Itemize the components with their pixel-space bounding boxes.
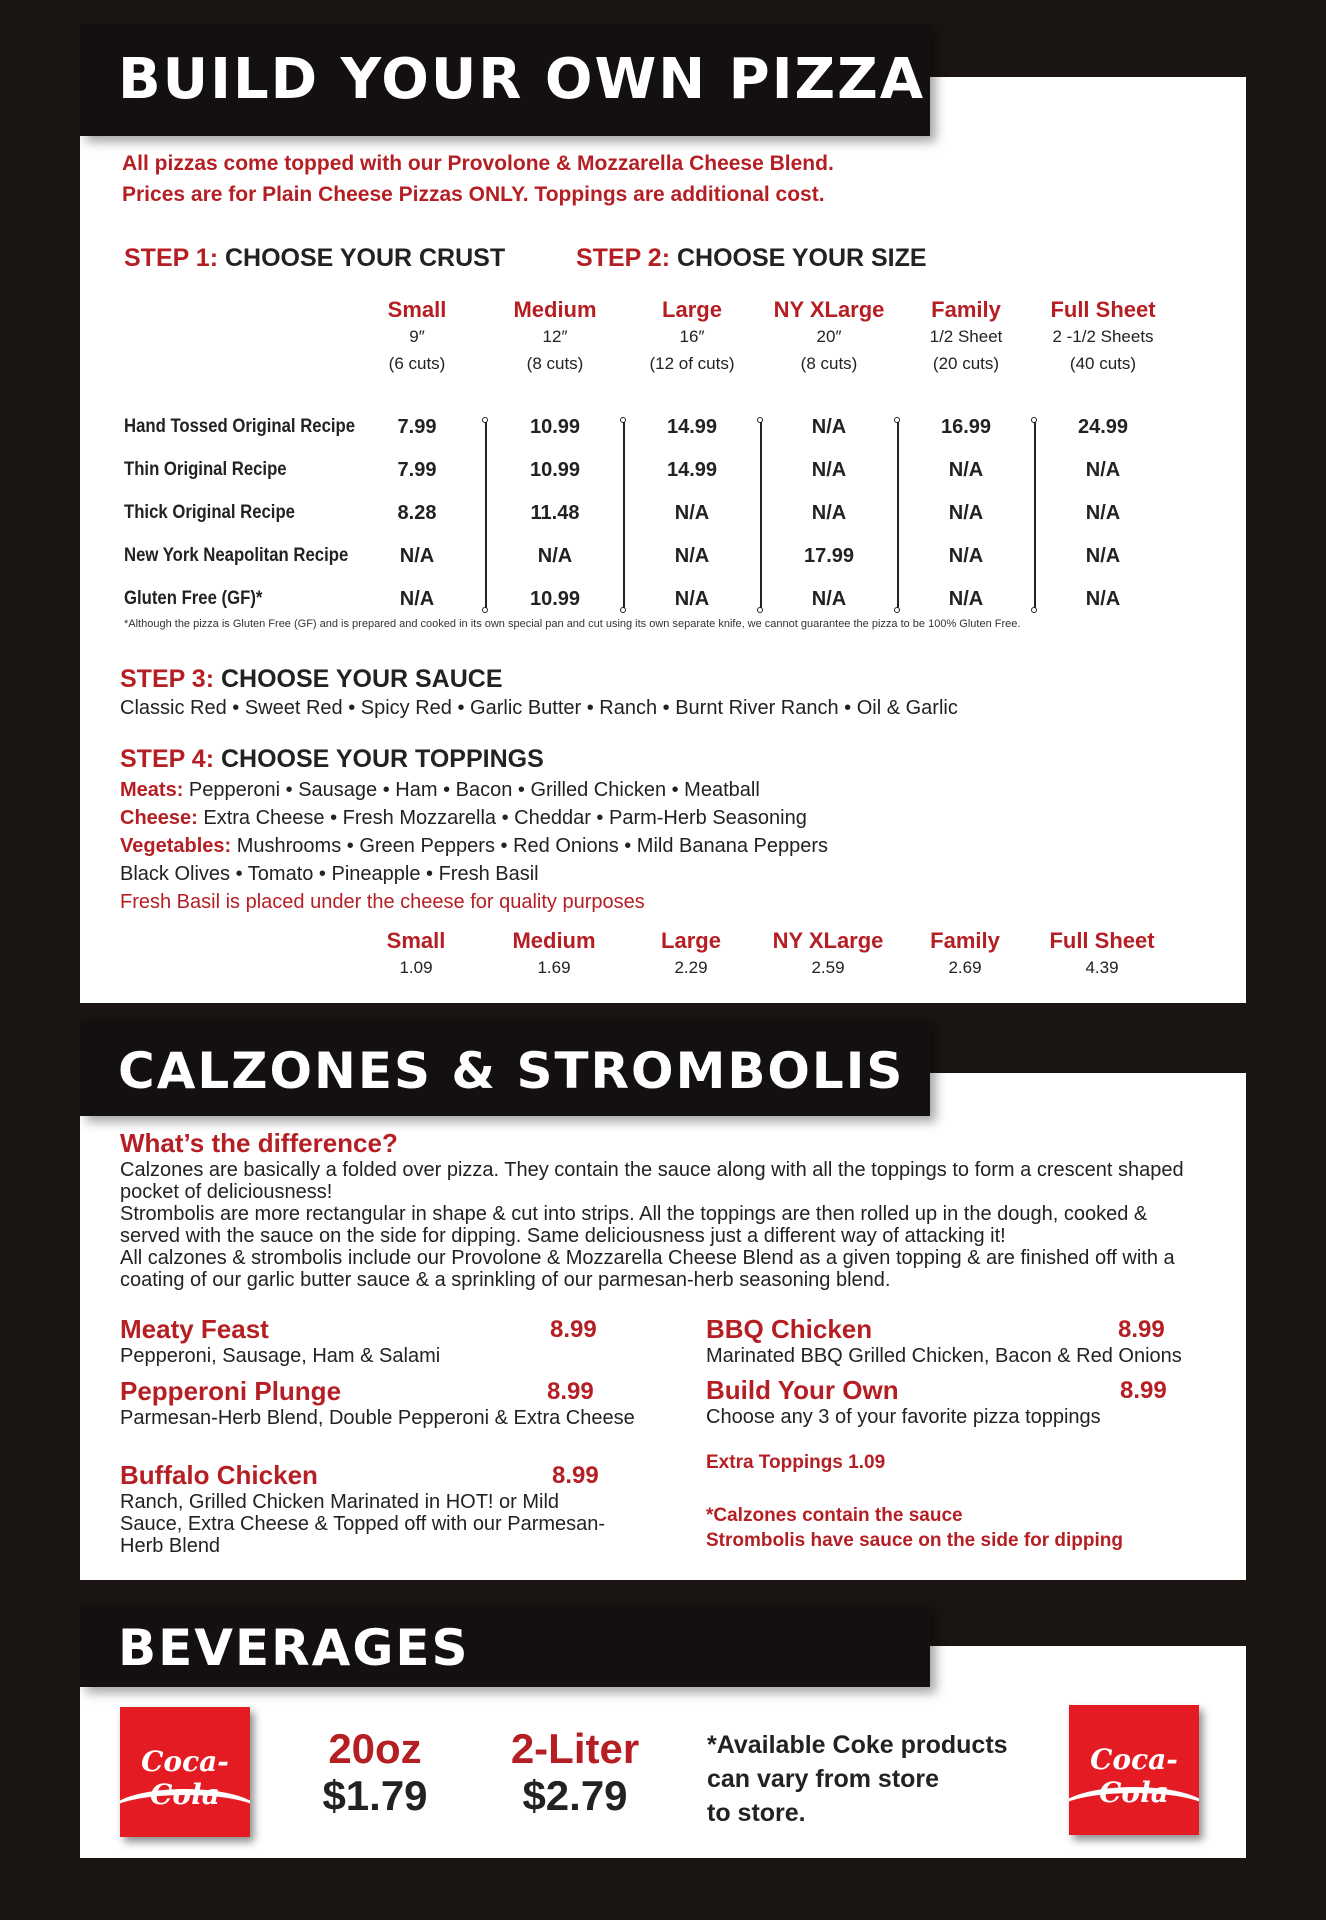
size-column bbox=[901, 297, 1031, 377]
item-price: 8.99 bbox=[1120, 1377, 1167, 1404]
veg-line bbox=[120, 832, 828, 860]
calzone-item bbox=[120, 1376, 640, 1429]
calzone-sauce-note: *Calzones contain the sauce bbox=[706, 1505, 963, 1526]
meats-label: Meats: bbox=[120, 779, 184, 801]
size-name: Large bbox=[661, 928, 721, 953]
step2-number: STEP 2: bbox=[576, 244, 671, 272]
size-column bbox=[1038, 297, 1168, 377]
topping-price: 2.69 bbox=[948, 958, 982, 977]
step3-heading bbox=[120, 665, 503, 694]
crust-price: N/A bbox=[674, 502, 710, 524]
item-price: 8.99 bbox=[550, 1316, 597, 1343]
crust-name: New York Neapolitan Recipe bbox=[124, 545, 349, 566]
topping-price-column bbox=[489, 928, 619, 981]
step2-text: CHOOSE YOUR SIZE bbox=[676, 244, 927, 272]
topping-price-column bbox=[763, 928, 893, 981]
coke-note-2: can vary from store bbox=[707, 1765, 940, 1793]
calzone-banner bbox=[80, 1020, 930, 1116]
step1-number: STEP 1: bbox=[124, 244, 219, 272]
crust-price: 11.48 bbox=[530, 502, 580, 524]
crust-price: 16.99 bbox=[940, 416, 992, 438]
cheese-line bbox=[120, 804, 828, 832]
coke-wave-icon bbox=[120, 1789, 250, 1835]
crust-price: 10.99 bbox=[529, 588, 581, 610]
cheese-label: Cheese: bbox=[120, 807, 198, 829]
size-column bbox=[352, 297, 482, 377]
crust-price: N/A bbox=[1085, 588, 1121, 610]
crust-price: 7.99 bbox=[397, 459, 437, 481]
size-column bbox=[627, 297, 757, 377]
difference-p1: Calzones are basically a folded over pizza. They contain the sauce along with all the toppings to form a crescent shaped pocket of deliciousness! bbox=[120, 1159, 1184, 1203]
veg-label: Vegetables: bbox=[120, 835, 232, 857]
column-divider bbox=[760, 422, 762, 608]
intro-line-2: Prices are for Plain Cheese Pizzas ONLY. Toppings are additional cost. bbox=[122, 183, 825, 206]
coke-note-1: *Available Coke products bbox=[707, 1731, 1008, 1759]
crust-price: N/A bbox=[674, 545, 710, 567]
crust-price: N/A bbox=[674, 588, 710, 610]
topping-price-column bbox=[1037, 928, 1167, 981]
step4-text: CHOOSE YOUR TOPPINGS bbox=[220, 745, 544, 773]
item-desc: Parmesan-Herb Blend, Double Pepperoni & Extra Cheese bbox=[120, 1407, 635, 1429]
column-divider bbox=[485, 422, 487, 608]
topping-price: 4.39 bbox=[1085, 958, 1119, 977]
step1-text: CHOOSE YOUR CRUST bbox=[224, 244, 506, 272]
crust-price: 17.99 bbox=[803, 545, 855, 567]
calzone-item bbox=[706, 1375, 1206, 1428]
difference-p2: Strombolis are more rectangular in shape & cut into strips. All the toppings are then rolled up in the dough, cooked & served with the sauce on the side for dipping. Same deliciousness just a different way of attacking it! bbox=[120, 1203, 1148, 1247]
column-divider bbox=[897, 422, 899, 608]
crust-price: N/A bbox=[537, 545, 573, 567]
pizza-intro bbox=[122, 148, 834, 210]
size-name: Large bbox=[662, 297, 722, 322]
crust-price: N/A bbox=[811, 416, 847, 438]
sauce-list: Classic Red • Sweet Red • Spicy Red • Garlic Butter • Ranch • Burnt River Ranch • Oil & Garlic bbox=[120, 697, 958, 719]
topping-price-column bbox=[351, 928, 481, 981]
coke-note-3: to store. bbox=[707, 1799, 806, 1827]
crust-price: N/A bbox=[948, 502, 984, 524]
item-desc: Ranch, Grilled Chicken Marinated in HOT! or Mild Sauce, Extra Cheese & Topped off with our Parmesan-Herb Blend bbox=[120, 1491, 606, 1557]
crust-price: N/A bbox=[948, 545, 984, 567]
difference-block bbox=[120, 1128, 1210, 1291]
size-cuts: (6 cuts) bbox=[388, 354, 446, 373]
step4-number: STEP 4: bbox=[120, 745, 215, 773]
crust-price: N/A bbox=[948, 588, 984, 610]
size-name: NY XLarge bbox=[773, 297, 885, 322]
item-price: 8.99 bbox=[552, 1462, 599, 1489]
pizza-title: BUILD YOUR OWN PIZZA bbox=[118, 47, 926, 112]
bev-price-2liter: $2.79 bbox=[522, 1772, 628, 1819]
topping-price: 2.59 bbox=[811, 958, 845, 977]
crust-price: 8.28 bbox=[397, 502, 437, 524]
pizza-banner bbox=[80, 24, 930, 136]
cheese-items: Extra Cheese • Fresh Mozzarella • Cheddar • Parm-Herb Seasoning bbox=[203, 807, 807, 829]
crust-name: Gluten Free (GF)* bbox=[124, 588, 263, 609]
size-cuts: (40 cuts) bbox=[1069, 354, 1137, 373]
calzone-item bbox=[706, 1314, 1206, 1367]
crust-price: 7.99 bbox=[397, 416, 437, 438]
item-name: Buffalo Chicken bbox=[120, 1460, 318, 1490]
difference-title: What’s the difference? bbox=[120, 1128, 398, 1158]
size-dimension: 2 -1/2 Sheets bbox=[1052, 327, 1154, 346]
crust-price: 24.99 bbox=[1077, 416, 1129, 438]
beverage-banner bbox=[80, 1605, 930, 1687]
beverage-title: BEVERAGES bbox=[118, 1619, 470, 1677]
topping-price-column bbox=[626, 928, 756, 981]
bev-size-2liter: 2-Liter bbox=[510, 1725, 640, 1772]
step2-heading bbox=[576, 244, 927, 273]
basil-note: Fresh Basil is placed under the cheese for quality purposes bbox=[120, 891, 645, 913]
size-name: Medium bbox=[513, 297, 597, 322]
coke-logo-text: Coca-Cola bbox=[141, 1745, 229, 1811]
item-price: 8.99 bbox=[1118, 1316, 1165, 1343]
item-name: Meaty Feast bbox=[120, 1314, 269, 1344]
crust-price: N/A bbox=[1085, 502, 1121, 524]
column-divider bbox=[623, 422, 625, 608]
calzone-item bbox=[120, 1460, 620, 1557]
crust-price: N/A bbox=[948, 459, 984, 481]
crust-price: N/A bbox=[811, 502, 847, 524]
crust-price: 10.99 bbox=[529, 416, 581, 438]
calzone-title: CALZONES & STROMBOLIS bbox=[118, 1042, 905, 1100]
size-name: Full Sheet bbox=[1050, 297, 1156, 322]
size-cuts: (8 cuts) bbox=[800, 354, 858, 373]
size-name: Small bbox=[387, 297, 447, 322]
item-desc: Pepperoni, Sausage, Ham & Salami bbox=[120, 1345, 441, 1367]
item-name: Pepperoni Plunge bbox=[120, 1376, 342, 1406]
meats-items: Pepperoni • Sausage • Ham • Bacon • Grilled Chicken • Meatball bbox=[188, 779, 760, 801]
topping-price: 2.29 bbox=[674, 958, 708, 977]
veg-line-2: Black Olives • Tomato • Pineapple • Fresh Basil bbox=[120, 863, 539, 885]
gluten-free-note: *Although the pizza is Gluten Free (GF) and is prepared and cooked in its own special pan and cut using its own separate knife, we cannot guarantee the pizza to be 100% Gluten Free. bbox=[124, 618, 1021, 630]
bev-price-20oz: $1.79 bbox=[322, 1772, 428, 1819]
size-name: Family bbox=[930, 928, 1000, 953]
size-cuts: (20 cuts) bbox=[932, 354, 1000, 373]
crust-price: 14.99 bbox=[666, 416, 718, 438]
crust-price: N/A bbox=[811, 588, 847, 610]
crust-name: Thin Original Recipe bbox=[124, 459, 287, 480]
calzone-item bbox=[120, 1314, 620, 1367]
step1-heading bbox=[124, 244, 505, 273]
size-dimension: 16″ bbox=[679, 327, 705, 346]
crust-price: N/A bbox=[399, 545, 435, 567]
coca-cola-logo bbox=[120, 1707, 250, 1837]
size-dimension: 20″ bbox=[816, 327, 842, 346]
size-cuts: (12 of cuts) bbox=[649, 354, 735, 373]
coca-cola-logo bbox=[1069, 1705, 1199, 1835]
veg-items: Mushrooms • Green Peppers • Red Onions • Mild Banana Peppers bbox=[236, 835, 829, 857]
item-price: 8.99 bbox=[547, 1378, 594, 1405]
item-desc: Marinated BBQ Grilled Chicken, Bacon & Red Onions bbox=[706, 1345, 1182, 1367]
size-column bbox=[764, 297, 894, 377]
stromboli-sauce-note: Strombolis have sauce on the side for dipping bbox=[706, 1530, 1124, 1551]
size-name: Small bbox=[386, 928, 446, 953]
crust-price: N/A bbox=[1085, 459, 1121, 481]
crust-name: Thick Original Recipe bbox=[124, 502, 295, 523]
size-dimension: 12″ bbox=[542, 327, 568, 346]
size-dimension: 1/2 Sheet bbox=[929, 327, 1003, 346]
column-divider bbox=[1034, 422, 1036, 608]
crust-price: N/A bbox=[399, 588, 435, 610]
item-name: BBQ Chicken bbox=[706, 1314, 873, 1344]
topping-price: 1.69 bbox=[537, 958, 571, 977]
intro-line-1: All pizzas come topped with our Provolone & Mozzarella Cheese Blend. bbox=[122, 152, 834, 175]
size-name: Full Sheet bbox=[1049, 928, 1155, 953]
size-name: Medium bbox=[512, 928, 596, 953]
size-name: NY XLarge bbox=[772, 928, 884, 953]
item-desc: Choose any 3 of your favorite pizza toppings bbox=[706, 1406, 1101, 1428]
topping-price-column bbox=[900, 928, 1030, 981]
sauce-notes bbox=[706, 1503, 1123, 1553]
crust-name: Hand Tossed Original Recipe bbox=[124, 416, 356, 437]
size-name: Family bbox=[931, 297, 1001, 322]
crust-price: N/A bbox=[811, 459, 847, 481]
coke-logo-text: Coca-Cola bbox=[1090, 1743, 1178, 1809]
step3-number: STEP 3: bbox=[120, 665, 215, 693]
step4-heading bbox=[120, 745, 544, 774]
extra-toppings: Extra Toppings 1.09 bbox=[706, 1452, 886, 1473]
topping-price: 1.09 bbox=[399, 958, 433, 977]
size-dimension: 9″ bbox=[409, 327, 425, 346]
difference-p3: All calzones & strombolis include our Provolone & Mozzarella Cheese Blend as a given topping & are finished off with a coating of our garlic butter sauce & a sprinkling of our parmesan-herb seasoning blend. bbox=[120, 1247, 1175, 1291]
crust-price: N/A bbox=[1085, 545, 1121, 567]
crust-price: 14.99 bbox=[666, 459, 718, 481]
toppings-list bbox=[120, 776, 828, 916]
size-cuts: (8 cuts) bbox=[526, 354, 584, 373]
crust-price: 10.99 bbox=[529, 459, 581, 481]
meats-line bbox=[120, 776, 828, 804]
bev-size-20oz: 20oz bbox=[328, 1725, 422, 1772]
coke-wave-icon bbox=[1069, 1787, 1199, 1833]
item-name: Build Your Own bbox=[706, 1375, 899, 1405]
coke-availability-note bbox=[707, 1728, 1008, 1830]
step3-text: CHOOSE YOUR SAUCE bbox=[220, 665, 503, 693]
size-column bbox=[490, 297, 620, 377]
